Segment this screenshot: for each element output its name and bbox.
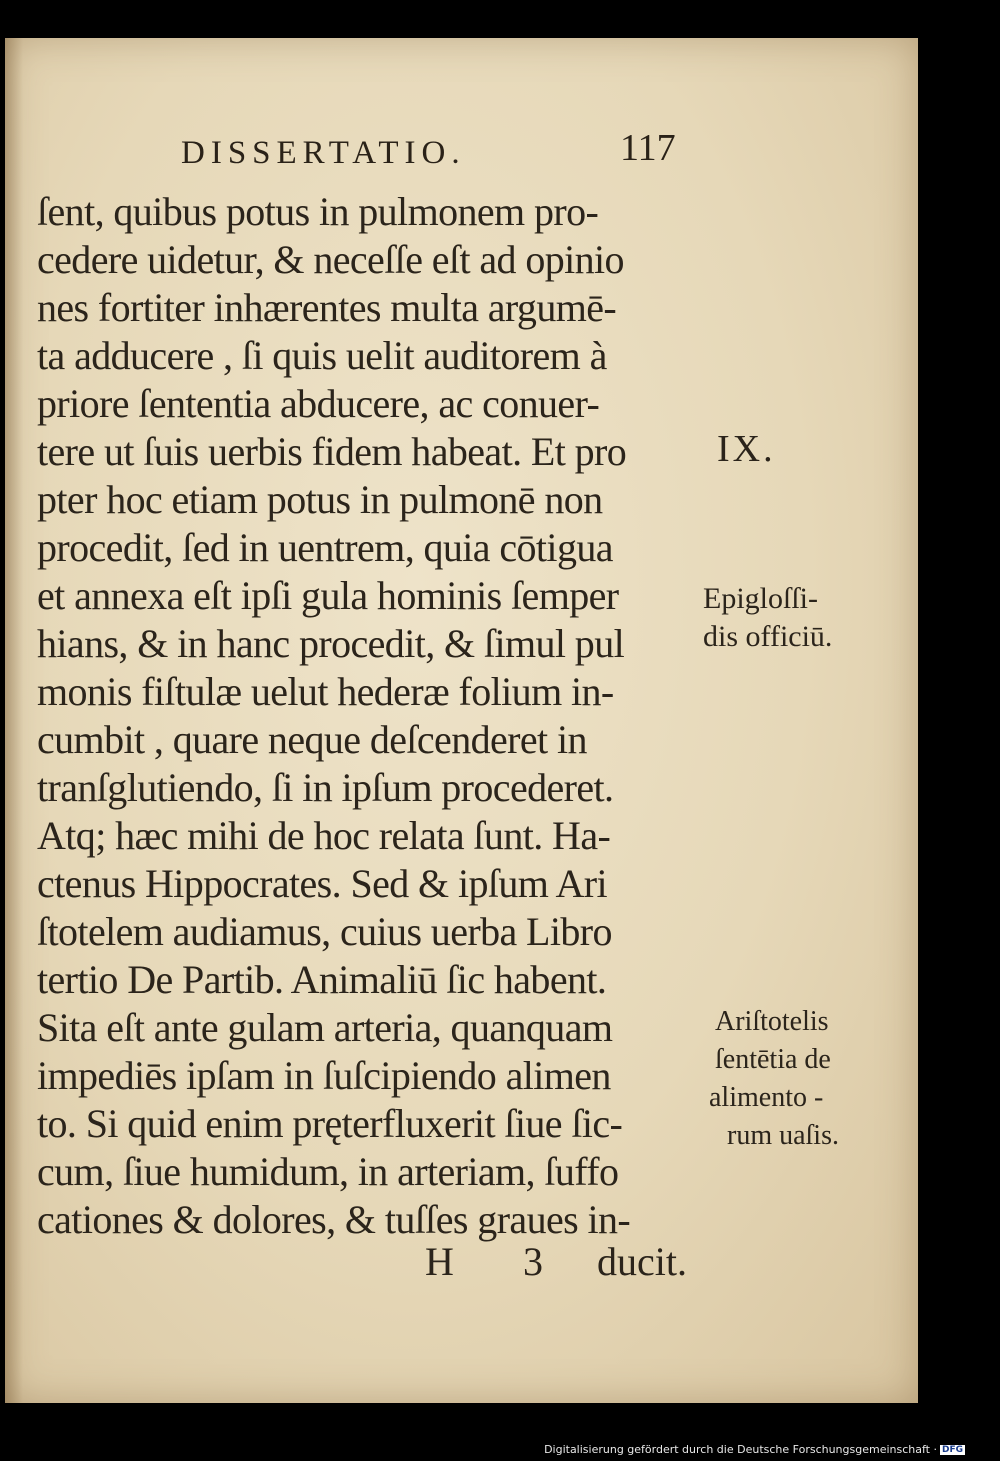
margin-note-line: alimento -	[709, 1082, 824, 1113]
text-line: cationes & dolores, & tuſſes graues in-	[37, 1197, 631, 1242]
signature-number: 3	[523, 1239, 543, 1284]
margin-note-epiglottis	[703, 580, 832, 656]
margin-note-line: Epigloſſi-	[703, 582, 818, 615]
text-line: procedit, ſed in uentrem, quia cōtigua	[37, 525, 613, 570]
digitization-credit	[544, 1443, 965, 1456]
text-line: cum, ſiue humidum, in arteriam, ſuffo	[37, 1149, 619, 1194]
text-line: tranſglutiendo, ſi in ipſum procederet.	[37, 765, 614, 810]
text-line: cumbit , quare neque deſcenderet in	[37, 717, 587, 762]
text-line: impediēs ipſam in ſuſcipiendo alimen	[37, 1053, 611, 1098]
running-head: DISSERTATIO.	[181, 135, 466, 171]
text-line: ſent, quibus potus in pulmonem pro-	[37, 189, 599, 234]
text-line: tere ut ſuis uerbis fidem habeat. Et pro	[37, 429, 627, 474]
margin-note-aristotle	[709, 1003, 839, 1155]
credit-text: Digitalisierung gefördert durch die Deutsche Forschungsgemeinschaft ·	[544, 1443, 937, 1456]
page-number: 117	[620, 127, 676, 169]
dfg-logo: DFG	[941, 1445, 963, 1455]
margin-note-section-number: IX.	[717, 428, 776, 470]
body-text	[37, 188, 707, 1244]
text-line: ctenus Hippocrates. Sed & ipſum Ari	[37, 861, 608, 906]
margin-note-line: Ariſtotelis	[715, 1006, 829, 1037]
text-line: Atq; hæc mihi de hoc relata ſunt. Ha-	[37, 813, 611, 858]
margin-note-line: ſentētia de	[715, 1044, 831, 1075]
margin-note-line: dis officiū.	[703, 620, 833, 653]
text-line: Sita eſt ante gulam arteria, quanquam	[37, 1005, 613, 1050]
book-page	[5, 38, 918, 1403]
text-line: monis fiſtulæ uelut hederæ folium in-	[37, 669, 614, 714]
text-line: ta adducere , ſi quis uelit auditorem à	[37, 333, 607, 378]
margin-note-line: rum uaſis.	[727, 1120, 839, 1151]
text-line: pter hoc etiam potus in pulmonē non	[37, 477, 603, 522]
text-line: nes fortiter inhærentes multa argumē-	[37, 285, 617, 330]
text-line: hians, & in hanc procedit, & ſimul pul	[37, 621, 625, 666]
text-line: et annexa eſt ipſi gula hominis ſemper	[37, 573, 619, 618]
text-line: ſtotelem audiamus, cuius uerba Libro	[37, 909, 612, 954]
text-line: to. Si quid enim pręterfluxerit ſiue ſic-	[37, 1101, 623, 1146]
text-line: cedere uidetur, & neceſſe eſt ad opinio	[37, 237, 624, 282]
text-line: tertio De Partib. Animaliū ſic habent.	[37, 957, 607, 1002]
catchword: ducit.	[597, 1239, 687, 1284]
signature-letter: H	[425, 1239, 454, 1284]
text-line: priore ſententia abducere, ac conuer-	[37, 381, 600, 426]
